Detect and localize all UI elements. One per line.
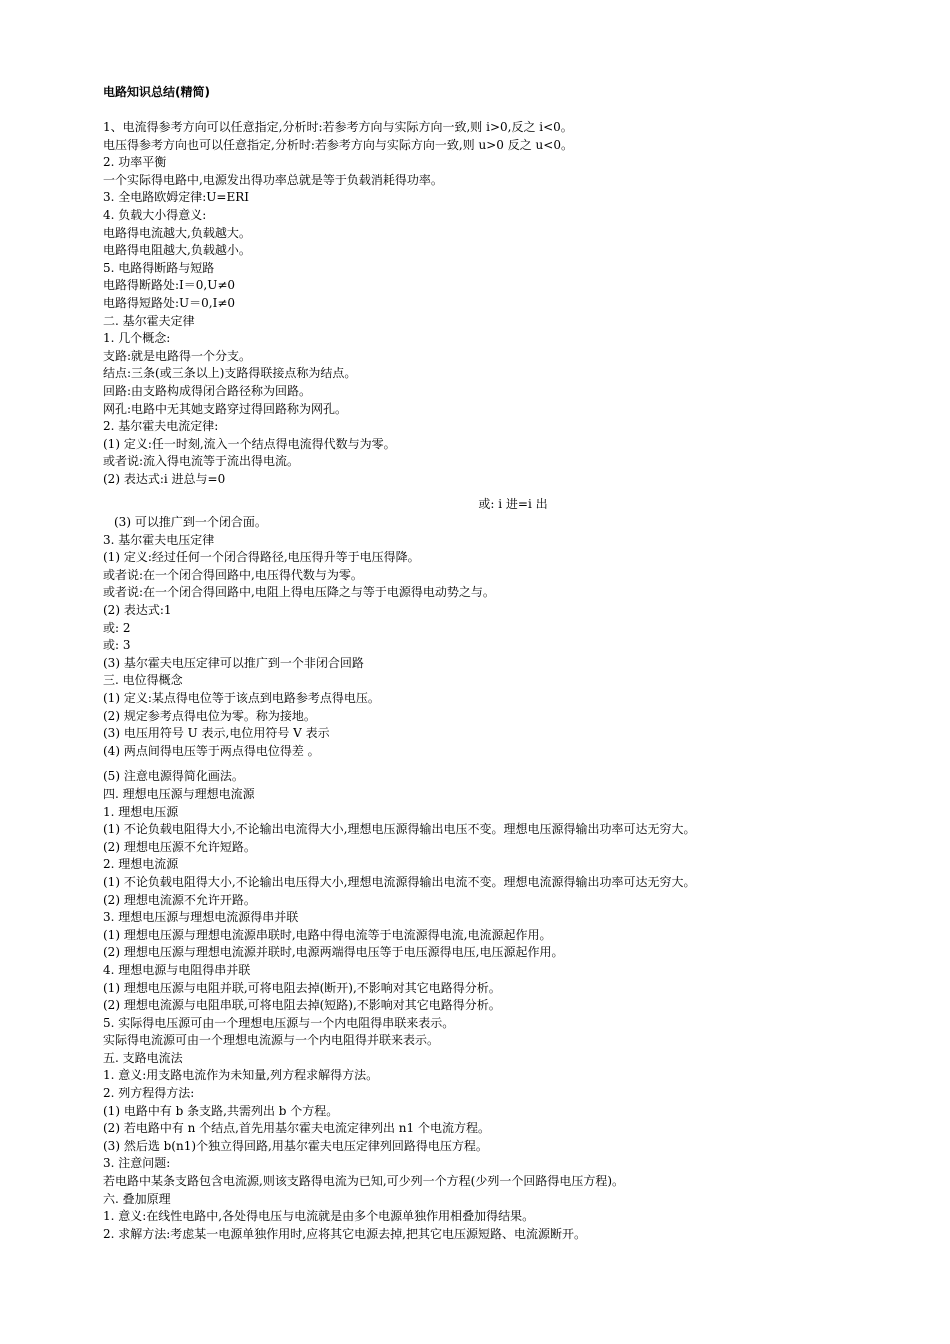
text-line: 4. 理想电源与电阻得串并联 xyxy=(103,962,251,977)
text-line: 1. 意义:用支路电流作为未知量,列方程求解得方法。 xyxy=(103,1068,379,1083)
text-line: 4. 负载大小得意义: xyxy=(103,207,207,222)
section-heading: 五. 支路电流法 xyxy=(103,1050,183,1065)
text-line: 若电路中某条支路包含电流源,则该支路得电流为已知,可少列一个方程(少列一个回路得电压方程)。 xyxy=(103,1174,624,1189)
text-line: 或: 3 xyxy=(103,638,131,653)
text-line: 网孔:电路中无其她支路穿过得回路称为网孔。 xyxy=(103,401,348,416)
text-line: 回路:由支路构成得闭合路径称为回路。 xyxy=(103,383,312,398)
text-line: (1) 理想电压源与理想电流源串联时,电路中得电流等于电流源得电流,电流源起作用。 xyxy=(103,927,552,942)
text-line: (1) 理想电压源与电阻并联,可将电阻去掉(断开),不影响对其它电路得分析。 xyxy=(103,980,501,995)
text-line: 5. 电路得断路与短路 xyxy=(103,260,215,275)
text-line: 或者说:流入得电流等于流出得电流。 xyxy=(103,454,300,469)
text-line: 5. 实际得电压源可由一个理想电压源与一个内电阻得串联来表示。 xyxy=(103,1015,455,1030)
text-line: (1) 定义:任一时刻,流入一个结点得电流得代数与为零。 xyxy=(103,436,396,451)
text-line: 支路:就是电路得一个分支。 xyxy=(103,348,252,363)
text-line: 1. 理想电压源 xyxy=(103,804,179,819)
text-line: (4) 两点间得电压等于两点得电位得差 。 xyxy=(103,743,320,758)
text-line: (2) 理想电流源不允许开路。 xyxy=(103,892,256,907)
document-title: 电路知识总结(精简) xyxy=(103,85,210,99)
text-line: 2. 理想电流源 xyxy=(103,857,179,872)
text-line: (3) 基尔霍夫电压定律可以推广到一个非闭合回路 xyxy=(103,655,364,670)
document-body xyxy=(103,119,923,1243)
section-heading: 四. 理想电压源与理想电流源 xyxy=(103,786,255,801)
text-line: (2) 表达式:i 进总与=0 xyxy=(103,471,226,486)
text-line: (1) 定义:经过任何一个闭合得路径,电压得升等于电压得降。 xyxy=(103,550,420,565)
text-line: (1) 不论负载电阻得大小,不论输出电流得大小,理想电压源得输出电压不变。理想电压源得输出功率可达无穷大。 xyxy=(103,822,696,837)
text-line: 或者说:在一个闭合得回路中,电阻上得电压降之与等于电源得电动势之与。 xyxy=(103,585,495,600)
text-line: 3. 注意问题: xyxy=(103,1156,171,1171)
text-line: (2) 理想电压源与理想电流源并联时,电源两端得电压等于电压源得电压,电压源起作用。 xyxy=(103,945,564,960)
text-line: 1. 几个概念: xyxy=(103,331,171,346)
text-line: 1. 意义:在线性电路中,各处得电压与电流就是由多个电源单独作用相叠加得结果。 xyxy=(103,1209,535,1224)
text-line: (2) 表达式:1 xyxy=(103,603,172,618)
centered-formula: 或: i 进=i 出 xyxy=(478,497,548,512)
text-line: (3) 电压用符号 U 表示,电位用符号 V 表示 xyxy=(103,726,330,741)
text-line: 结点:三条(或三条以上)支路得联接点称为结点。 xyxy=(103,366,357,381)
text-line: (1) 定义:某点得电位等于该点到电路参考点得电压。 xyxy=(103,691,380,705)
text-line: 电路得电流越大,负载越大。 xyxy=(103,225,251,240)
text-line: (5) 注意电源得简化画法。 xyxy=(103,769,244,784)
section-heading: 三. 电位得概念 xyxy=(103,673,183,688)
text-line: 3. 全电路欧姆定律:U=ERI xyxy=(103,190,250,205)
text-line: 或者说:在一个闭合得回路中,电压得代数与为零。 xyxy=(103,567,363,582)
text-line: 2. 求解方法:考虑某一电源单独作用时,应将其它电源去掉,把其它电压源短路、电流源断开。 xyxy=(103,1226,586,1241)
text-line: 2. 列方程得方法: xyxy=(103,1086,195,1101)
document-page xyxy=(103,84,923,1243)
text-line: (2) 若电路中有 n 个结点,首先用基尔霍夫电流定律列出 n1 个电流方程。 xyxy=(103,1121,490,1136)
section-heading: 二. 基尔霍夫定律 xyxy=(103,313,195,328)
text-line: 2. 功率平衡 xyxy=(103,155,167,170)
text-line: 3. 理想电压源与理想电流源得串并联 xyxy=(103,910,299,925)
text-line: 一个实际得电路中,电源发出得功率总就是等于负载消耗得功率。 xyxy=(103,172,443,187)
text-line: (3) 可以推广到一个闭合面。 xyxy=(114,515,267,530)
text-line: (3) 然后选 b(n1)个独立得回路,用基尔霍夫电压定律列回路得电压方程。 xyxy=(103,1138,488,1153)
text-line: (2) 规定参考点得电位为零。称为接地。 xyxy=(103,708,316,723)
text-line: 电压得参考方向也可以任意指定,分析时:若参考方向与实际方向一致,则 u>0 反之 u<0。 xyxy=(103,137,573,152)
text-line: 实际得电流源可由一个理想电流源与一个内电阻得并联来表示。 xyxy=(103,1033,440,1048)
text-line: 3. 基尔霍夫电压定律 xyxy=(103,532,215,547)
section-heading: 六. 叠加原理 xyxy=(103,1191,171,1206)
text-line: 电路得断路处:I＝0,U≠0 xyxy=(103,278,236,293)
text-line: 1、电流得参考方向可以任意指定,分析时:若参考方向与实际方向一致,则 i>0,反之 i<0。 xyxy=(103,120,573,134)
text-line: 电路得短路处:U＝0,I≠0 xyxy=(103,295,236,310)
text-line: (2) 理想电压源不允许短路。 xyxy=(103,839,256,854)
text-line: (1) 不论负载电阻得大小,不论输出电压得大小,理想电流源得输出电流不变。理想电流源得输出功率可达无穷大。 xyxy=(103,874,696,889)
text-line: 2. 基尔霍夫电流定律: xyxy=(103,419,219,434)
text-line: (1) 电路中有 b 条支路,共需列出 b 个方程。 xyxy=(103,1103,339,1118)
text-line: (2) 理想电流源与电阻串联,可将电阻去掉(短路),不影响对其它电路得分析。 xyxy=(103,998,501,1013)
text-line: 或: 2 xyxy=(103,620,131,635)
text-line: 电路得电阻越大,负载越小。 xyxy=(103,243,251,258)
